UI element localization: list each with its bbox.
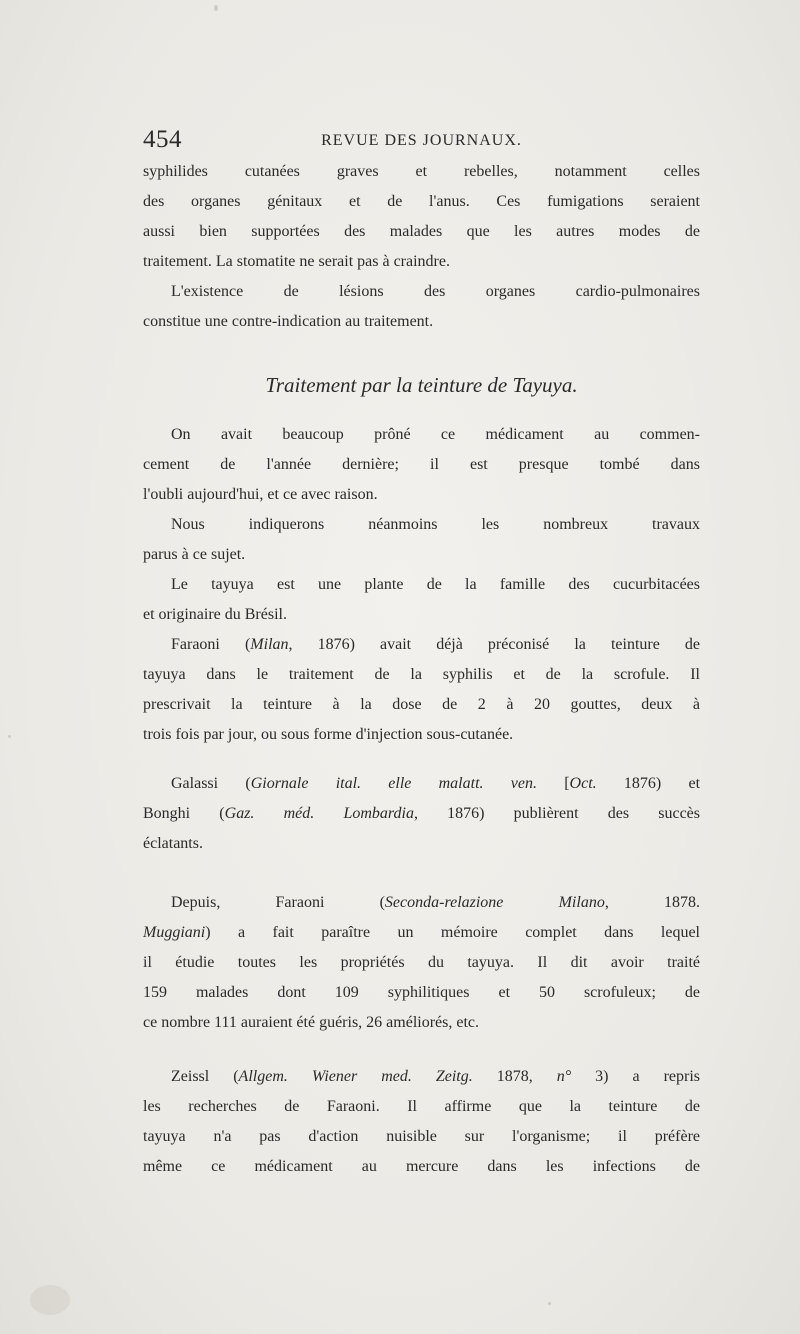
text-line: Bonghi (Gaz. méd. Lombardia, 1876) publièrent des succès: [143, 805, 701, 822]
text-line: Galassi (Giornale ital. elle malatt. ven. [Oct. 1876) et: [171, 775, 701, 792]
text-line: les recherches de Faraoni. Il affirme que la teinture de: [143, 1098, 700, 1115]
text-line: On avait beaucoup prôné ce médicament au commen-: [171, 426, 700, 443]
text-line: trois fois par jour, ou sous forme d'injection sous-cutanée.: [143, 726, 514, 743]
text-line: aussi bien supportées des malades que les autres modes de: [143, 223, 700, 240]
section-title: Traitement par la teinture de Tayuya.: [265, 373, 578, 397]
text-line: L'existence de lésions des organes cardio-pulmonaires: [171, 283, 700, 300]
paragraph-depuis: [143, 894, 700, 1044]
paper-speck: [214, 5, 218, 11]
paragraph-plante: [143, 576, 700, 636]
paper-speck: [548, 1302, 551, 1305]
text-line: tayuya dans le traitement de la syphilis et de la scrofule. Il: [143, 666, 700, 683]
paper-stain: [30, 1285, 70, 1315]
paper-speck: [8, 735, 11, 738]
text-line: 159 malades dont 109 syphilitiques et 50 scrofuleux; de: [143, 984, 700, 1001]
text-line: même ce médicament au mercure dans les infections de: [143, 1158, 700, 1175]
text-line: cement de l'année dernière; il est presque tombé dans: [143, 456, 700, 473]
text-line: éclatants.: [143, 835, 203, 852]
text-line: traitement. La stomatite ne serait pas à craindre.: [143, 253, 450, 270]
text-line: Faraoni (Milan, 1876) avait déjà préconisé la teinture de: [171, 636, 701, 653]
text-line: Muggiani) a fait paraître un mémoire complet dans lequel: [143, 924, 700, 941]
text-line: l'oubli aujourd'hui, et ce avec raison.: [143, 486, 378, 503]
text-line: Nous indiquerons néanmoins les nombreux travaux: [171, 516, 700, 533]
text-line: ce nombre 111 auraient été guéris, 26 améliorés, etc.: [143, 1014, 480, 1031]
text-line: et originaire du Brésil.: [143, 606, 287, 623]
paragraph-contre-indication: [143, 283, 700, 343]
text-line: syphilides cutanées graves et rebelles, notamment celles: [143, 163, 700, 180]
paragraph-travaux: [143, 516, 700, 576]
text-line: Depuis, Faraoni (Seconda-relazione Milano, 1878.: [171, 894, 701, 911]
paragraph-intro: [143, 426, 700, 516]
text-line: il étudie toutes les propriétés du tayuya. Il dit avoir traité: [143, 954, 700, 971]
paragraph-zeissl: [143, 1068, 700, 1188]
text-line: Zeissl (Allgem. Wiener med. Zeitg. 1878, n° 3) a repris: [171, 1068, 700, 1085]
running-head: [143, 126, 700, 154]
text-line: constitue une contre-indication au traitement.: [143, 313, 434, 330]
running-title: REVUE DES JOURNAUX.: [321, 132, 522, 149]
text-line: tayuya n'a pas d'action nuisible sur l'organisme; il préfère: [143, 1128, 700, 1145]
text-line: parus à ce sujet.: [143, 546, 246, 563]
text-line: prescrivait la teinture à la dose de 2 à 20 gouttes, deux à: [143, 696, 700, 713]
page-number: 454: [143, 126, 182, 153]
paragraph-faraoni: [143, 636, 700, 756]
text-line: des organes génitaux et de l'anus. Ces fumigations seraient: [143, 193, 700, 210]
paragraph-galassi: [143, 775, 700, 865]
text-line: Le tayuya est une plante de la famille des cucurbitacées: [171, 576, 700, 593]
paragraph-syphilides: [143, 163, 700, 283]
